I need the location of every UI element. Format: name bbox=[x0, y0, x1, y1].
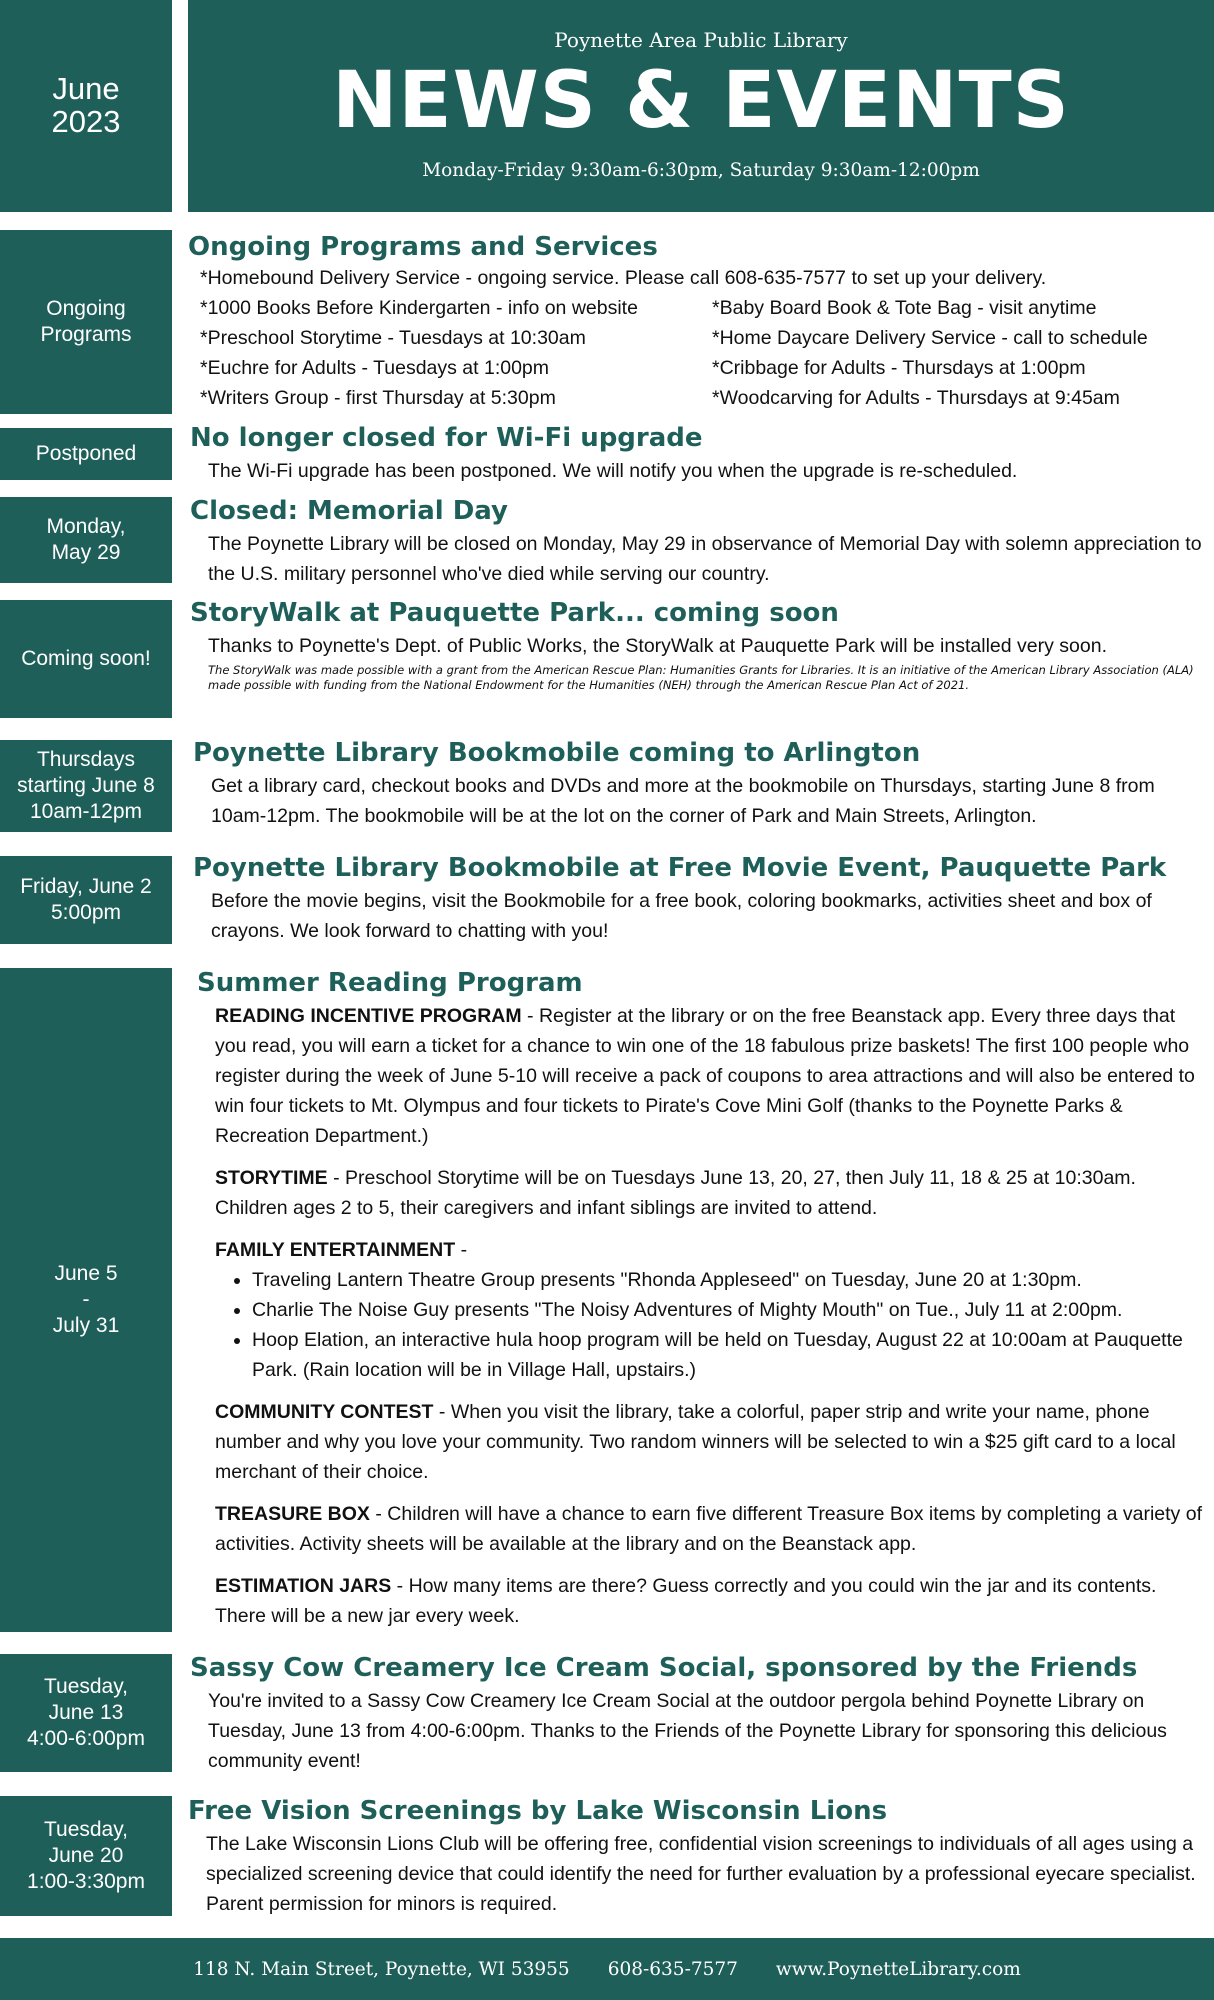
label-text: June 13 bbox=[48, 1700, 124, 1724]
section-body: Before the movie begins, visit the Bookmobile for a free book, coloring bookmarks, activities sheet and box of crayons. We look forward to chatting with you! bbox=[211, 890, 1152, 943]
ongoing-item: *Writers Group - first Thursday at 5:30pm bbox=[200, 387, 556, 410]
label-text: Postponed bbox=[35, 441, 137, 465]
list-item: • Charlie The Noise Guy presents "The Noisy Adventures of Mighty Mouth" on Tue., July 11 at 2:00pm. bbox=[252, 1295, 1202, 1325]
ongoing-item: *Cribbage for Adults - Thursdays at 1:00pm bbox=[712, 357, 1086, 380]
label-summer-reading bbox=[0, 968, 172, 1632]
ongoing-grid bbox=[200, 293, 1202, 413]
summer-jars bbox=[215, 1571, 1202, 1631]
label-text: May 29 bbox=[51, 541, 121, 564]
label-ice-cream bbox=[0, 1654, 172, 1772]
ongoing-item: *Woodcarving for Adults - Thursdays at 9:45am bbox=[712, 387, 1120, 410]
ongoing-item: *Preschool Storytime - Tuesdays at 10:30am bbox=[200, 327, 586, 350]
summer-item-text: - Children will have a chance to earn five different Treasure Box items by completing a variety of activities. Activity sheets will be available at the library and on the Beanstack app. bbox=[215, 1503, 1202, 1556]
label-text: June 20 bbox=[48, 1843, 124, 1867]
section-title: Closed: Memorial Day bbox=[190, 496, 509, 526]
summer-item-heading: TREASURE BOX bbox=[215, 1503, 370, 1526]
label-text: Monday, bbox=[46, 514, 126, 538]
storywalk-fine-print: The StoryWalk was made possible with a grant from the American Rescue Plan: Humanities Grants for Libraries. It is an initiative of the American Library Association (ALA) made possible with funding from the National Endowment for the Humanities (NEH) through the American Rescue Plan Act of 2021. bbox=[208, 663, 1194, 693]
section-title: Poynette Library Bookmobile at Free Movie Event, Pauquette Park bbox=[193, 853, 1167, 883]
list-item: • Traveling Lantern Theatre Group presents "Rhonda Appleseed" on Tuesday, June 20 at 1:30pm. bbox=[252, 1265, 1202, 1295]
ongoing-item: *1000 Books Before Kindergarten - info on website bbox=[200, 297, 638, 320]
summer-item-text: - bbox=[455, 1239, 468, 1262]
label-bookmobile-movie bbox=[0, 856, 172, 944]
ongoing-homebound: *Homebound Delivery Service - ongoing service. Please call 608-635-7577 to set up your delivery. bbox=[200, 267, 1047, 290]
section-vision bbox=[188, 1796, 1202, 1919]
summer-family bbox=[215, 1235, 1202, 1265]
section-title: Sassy Cow Creamery Ice Cream Social, sponsored by the Friends bbox=[190, 1653, 1138, 1683]
label-text: 4:00-6:00pm bbox=[27, 1727, 145, 1751]
label-text: starting June 8 bbox=[17, 773, 155, 797]
section-title: Poynette Library Bookmobile coming to Arlington bbox=[193, 738, 921, 768]
summer-contest bbox=[215, 1397, 1202, 1487]
label-text: Ongoing bbox=[46, 296, 126, 320]
section-body: The Poynette Library will be closed on Monday, May 29 in observance of Memorial Day with solemn appreciation to the U.S. military personnel who've died while serving our country. bbox=[208, 533, 1202, 586]
summer-item-text: - Preschool Storytime will be on Tuesdays June 13, 20, 27, then July 11, 18 & 25 at 10:30am. Children ages 2 to 5, their caregivers and infant siblings are invited to attend. bbox=[215, 1167, 1136, 1220]
ongoing-item: *Home Daycare Delivery Service - call to schedule bbox=[712, 327, 1148, 350]
summer-item-text: - Register at the library or on the free Beanstack app. Every three days that you read, you will earn a ticket for a chance to win one of the 18 fabulous prize baskets! The first 100 people who register during the week of June 5-10 will receive a pack of coupons to area attractions and will also be entered to win four tickets to Mt. Olympus and four tickets to Pirate's Cove Mini Golf (thanks to the Poynette Parks & Recreation Department.) bbox=[215, 1005, 1195, 1148]
label-text: Tuesday, bbox=[43, 1817, 129, 1841]
label-text: Programs bbox=[40, 323, 132, 346]
section-memorial bbox=[190, 496, 1202, 589]
label-text: - bbox=[82, 1287, 90, 1311]
summer-item-heading: ESTIMATION JARS bbox=[215, 1575, 392, 1598]
summer-item-text: - How many items are there? Guess correctly and you could win the jar and its contents. There will be a new jar every week. bbox=[215, 1575, 1157, 1628]
label-text: Thursdays bbox=[36, 747, 136, 771]
label-storywalk bbox=[0, 600, 172, 718]
footer-website[interactable]: www.PoynetteLibrary.com bbox=[775, 1958, 1021, 1980]
summer-item-heading: STORYTIME bbox=[215, 1167, 328, 1190]
section-body: You're invited to a Sassy Cow Creamery Ice Cream Social at the outdoor pergola behind Poynette Library on Tuesday, June 13 from 4:00-6:00pm. Thanks to the Friends of the Poynette Library for sponsoring this delicious community event! bbox=[208, 1690, 1167, 1773]
section-title: Free Vision Screenings by Lake Wisconsin Lions bbox=[188, 1796, 888, 1826]
label-text: Friday, June 2 bbox=[20, 874, 152, 898]
label-text: June 5 bbox=[54, 1261, 118, 1285]
label-postponed bbox=[0, 428, 172, 480]
footer-phone: 608-635-7577 bbox=[607, 1958, 738, 1980]
ongoing-item: *Euchre for Adults - Tuesdays at 1:00pm bbox=[200, 357, 550, 380]
list-item: • Hoop Elation, an interactive hula hoop program will be held on Tuesday, August 22 at 10:00am at Pauquette Park. (Rain location will be in Village Hall, upstairs.) bbox=[252, 1325, 1202, 1385]
section-postponed bbox=[190, 423, 1202, 486]
label-text: Coming soon! bbox=[21, 646, 151, 670]
section-title: Ongoing Programs and Services bbox=[188, 232, 658, 262]
footer-address: 118 N. Main Street, Poynette, WI 53955 bbox=[193, 1958, 570, 1980]
newsletter-footer bbox=[0, 1938, 1214, 2000]
summer-item-text: - When you visit the library, take a colorful, paper strip and write your name, phone number and why you love your community. Two random winners will be selected to win a $25 gift card to a local merchant of their choice. bbox=[215, 1401, 1176, 1484]
summer-item-heading: READING INCENTIVE PROGRAM bbox=[215, 1005, 522, 1028]
label-ongoing bbox=[0, 230, 172, 414]
label-text: 5:00pm bbox=[50, 901, 122, 924]
summer-item-heading: FAMILY ENTERTAINMENT bbox=[215, 1239, 456, 1262]
newsletter-date-box bbox=[0, 0, 172, 212]
family-entertainment-list bbox=[235, 1265, 1202, 1385]
section-body: Get a library card, checkout books and DVDs and more at the bookmobile on Thursdays, starting June 8 from 10am-12pm. The bookmobile will be at the lot on the corner of Park and Main Streets, Arlington. bbox=[211, 775, 1155, 828]
library-hours: Monday-Friday 9:30am-6:30pm, Saturday 9:30am-12:00pm bbox=[422, 160, 980, 181]
page-title: NEWS & EVENTS bbox=[332, 56, 1070, 146]
summer-storytime bbox=[215, 1163, 1202, 1223]
summer-reading-body bbox=[215, 1001, 1202, 1631]
section-title: Summer Reading Program bbox=[197, 968, 583, 998]
label-text: 10am-12pm bbox=[29, 800, 143, 824]
section-body: The Wi-Fi upgrade has been postponed. We will notify you when the upgrade is re-scheduled. bbox=[208, 460, 1018, 483]
section-ongoing bbox=[188, 232, 1202, 413]
library-name: Poynette Area Public Library bbox=[554, 28, 848, 52]
section-bookmobile-movie bbox=[193, 853, 1202, 946]
label-vision bbox=[0, 1796, 172, 1916]
section-summer-reading bbox=[197, 968, 1202, 1643]
newsletter-month: June bbox=[52, 71, 120, 107]
label-text: Tuesday, bbox=[43, 1674, 129, 1698]
summer-treasure bbox=[215, 1499, 1202, 1559]
label-bookmobile-arlington bbox=[0, 740, 172, 832]
summer-incentive bbox=[215, 1001, 1202, 1151]
section-body: The Lake Wisconsin Lions Club will be offering free, confidential vision screenings to individuals of all ages using a specialized screening device that could identify the need for further evaluation by a professional eyecare specialist. Parent permission for minors is required. bbox=[206, 1833, 1196, 1916]
section-bookmobile-arlington bbox=[193, 738, 1202, 831]
section-title: No longer closed for Wi-Fi upgrade bbox=[190, 423, 703, 453]
section-storywalk bbox=[190, 598, 1214, 693]
section-body: Thanks to Poynette's Dept. of Public Works, the StoryWalk at Pauquette Park will be installed very soon. bbox=[208, 635, 1107, 658]
ongoing-item: *Baby Board Book & Tote Bag - visit anytime bbox=[712, 297, 1097, 320]
newsletter-header bbox=[188, 0, 1214, 212]
newsletter-year: 2023 bbox=[51, 104, 121, 139]
label-text: July 31 bbox=[52, 1314, 120, 1338]
section-ice-cream bbox=[190, 1653, 1202, 1776]
label-memorial bbox=[0, 497, 172, 583]
label-text: 1:00-3:30pm bbox=[27, 1870, 145, 1894]
section-title: StoryWalk at Pauquette Park... coming soon bbox=[190, 598, 839, 628]
summer-item-heading: COMMUNITY CONTEST bbox=[215, 1401, 434, 1424]
